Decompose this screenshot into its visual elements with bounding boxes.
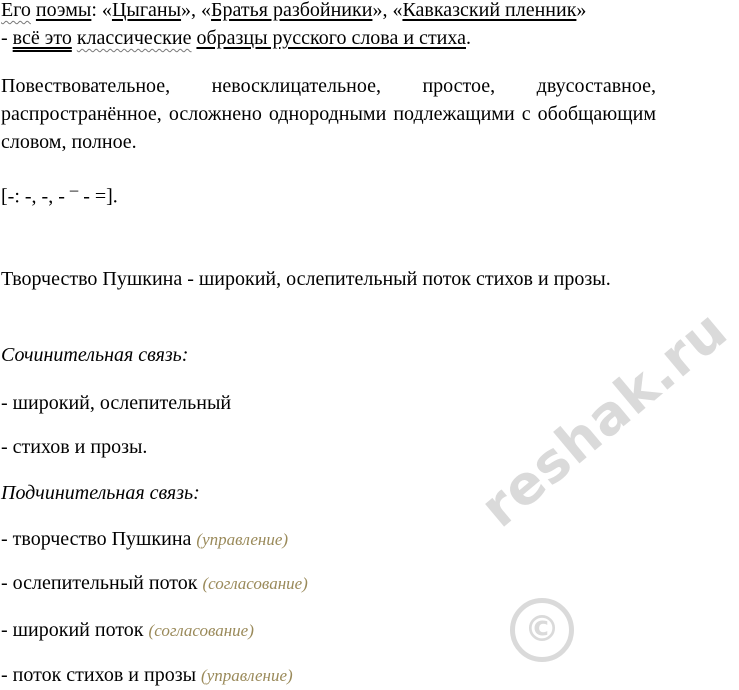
subordination-item — [1, 525, 656, 554]
subordination-item — [1, 569, 656, 598]
subordination-title: Подчинительная связь: — [1, 482, 200, 504]
punct: : « — [91, 0, 112, 21]
phrase: - широкий поток — [1, 619, 149, 641]
coordination-title: Сочинительная связь: — [1, 344, 189, 366]
punct: » — [576, 0, 587, 21]
word-ego: Его — [1, 0, 31, 21]
phrase: - ослепительный поток — [1, 572, 203, 594]
word-poemy: поэмы — [35, 0, 92, 21]
copyright-icon: © — [510, 598, 574, 662]
example-sentence-line-2 — [1, 24, 656, 52]
link-type: (управление) — [201, 666, 293, 685]
word-klassicheskie: классические — [76, 27, 192, 49]
scheme-part: – — [69, 180, 79, 199]
watermark-logo: reshak.ru — [468, 297, 739, 540]
dash: - — [1, 27, 13, 49]
punct: . — [466, 27, 471, 49]
coordination-item: - стихов и прозы. — [1, 436, 148, 458]
scheme-part: [-: -, -, - — [1, 185, 70, 208]
example-sentence-line-1 — [1, 0, 656, 24]
link-type: (согласование) — [148, 621, 254, 640]
phrase: - творчество Пушкина — [1, 528, 197, 550]
phrase: - поток стихов и прозы — [1, 664, 202, 686]
link-type: (согласование) — [202, 574, 308, 593]
punct: », « — [181, 0, 212, 21]
subordination-item — [1, 661, 656, 690]
word-tsygany: Цыганы — [111, 0, 182, 21]
coordination-item: - широкий, ослепительный — [1, 392, 232, 414]
word-kavkazsky: Кавказский пленник — [402, 0, 577, 21]
sentence-analysis: Повествовательное, невосклицательное, простое, двусоставное, распространённое, осложнено однородными подлежащими с обобщающим словом, полное. — [1, 75, 656, 153]
link-type: (управление) — [196, 530, 289, 549]
sentence-scheme — [1, 176, 656, 211]
punct: », « — [372, 0, 403, 21]
word-obraztsy: образцы русского слова и стиха — [196, 27, 466, 49]
scheme-part: - =]. — [78, 185, 118, 208]
sentence-2: Творчество Пушкина - широкий, ослепительный поток стихов и прозы. — [1, 268, 611, 290]
word-bratya: Братья разбойники — [211, 0, 373, 21]
predicate-vse-eto: всё это — [12, 27, 72, 49]
